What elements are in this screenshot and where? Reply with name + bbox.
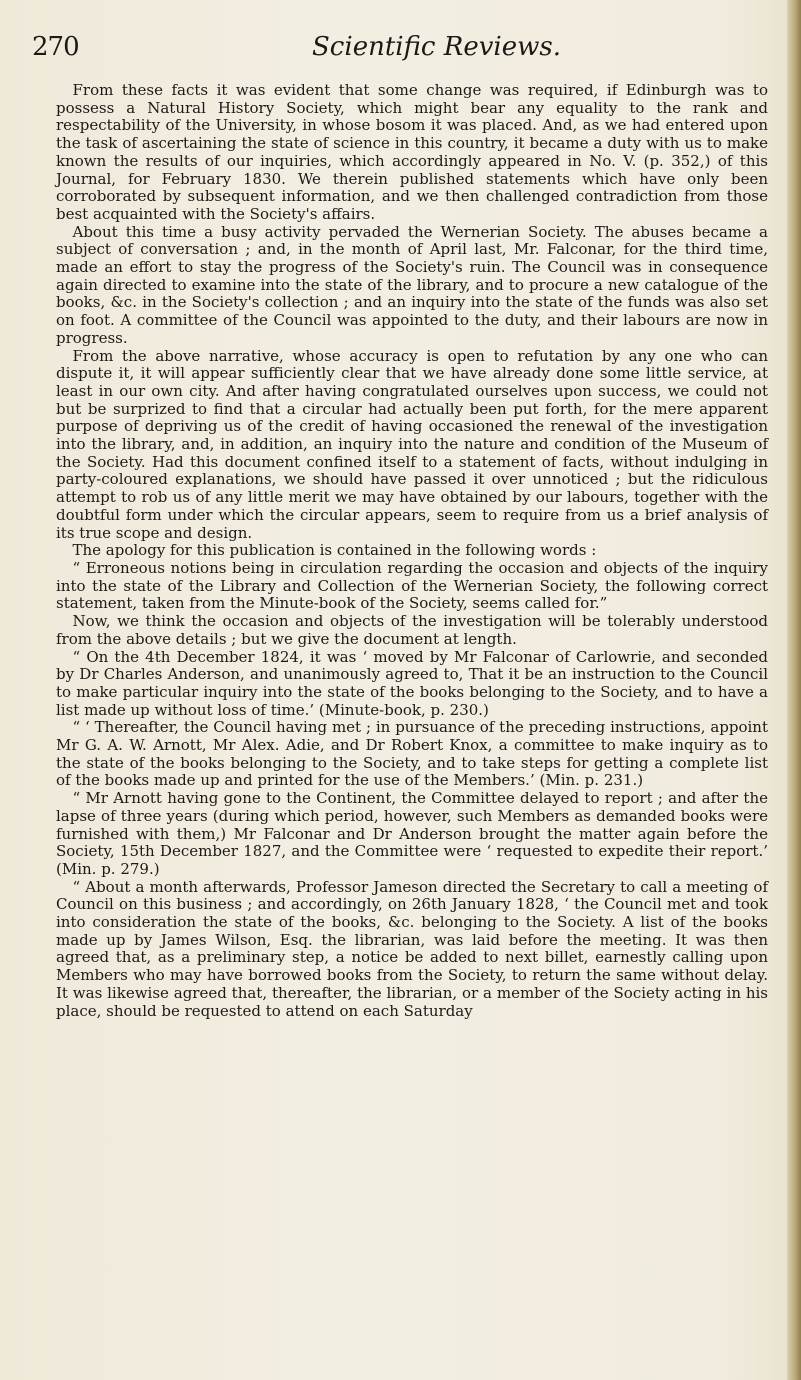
paragraph: From the above narrative, whose accuracy is open to refutation by any one who can dispute it, it will appear sufficiently clear that we have already done some little service, at least in our own city. And after having congratulated ourselves upon success, we could not but be surprized to find that a circular had actually been put forth, for the mere apparent purpose of depriving us of the credit of having occasioned the renewal of the investigation into the library, and, in addition, an inquiry into the nature and condition of the Museum of the Society. Had this document confined itself to a statement of facts, without indulging in party-coloured explanations, we should have passed it over unnoticed ; but the ridiculous attempt to rob us of any little merit we may have obtained by our labours, together with the doubtful form under which the circular appears, seem to require from us a brief analysis of its true scope and design.	[56, 346, 768, 542]
page-header	[22, 30, 722, 70]
quoted-paragraph: “ On the 4th December 1824, it was ‘ moved by Mr Falconar of Carlowrie, and seconded by Dr Charles Anderson, and unanimously agreed to, That it be an instruction to the Council to make particular inquiry into the state of the books belonging to the Society, and to have a list made up without loss of time.’ (Minute-book, p. 230.)	[56, 647, 768, 719]
paragraph: The apology for this publication is contained in the following words :	[72, 541, 597, 560]
quoted-paragraph: “ Mr Arnott having gone to the Continent, the Committee delayed to report ; and after the lapse of three years (during which period, however, such Members as demanded books were furnished with them,) Mr Falconar and Dr Anderson brought the matter again before the Society, 15th December 1827, and the Committee were ‘ requested to expedite their report.’ (Min. p. 279.)	[56, 789, 768, 878]
quoted-paragraph: “ About a month afterwards, Professor Jameson directed the Secretary to call a meeting of Council on this business ; and accordingly, on 26th January 1828, ‘ the Council met and took into consideration the state of the books, &c. belonging to the Society. A list of the books made up by James Wilson, Esq. the librarian, was laid before the meeting. It was then agreed that, as a preliminary step, a notice be added to next billet, earnestly calling upon Members who may have borrowed books from the Society, to return the same without delay. It was likewise agreed that, thereafter, the librarian, or a member of the Society acting in his place, should be requested to attend on each Saturday	[56, 877, 768, 1020]
paragraph: Now, we think the occasion and objects of the investigation will be tolerably understood from the above details ; but we give the document at length.	[56, 612, 768, 648]
body-text	[56, 82, 768, 1020]
page-number: 270	[32, 32, 79, 62]
running-head: Scientific Reviews.	[312, 32, 561, 62]
quoted-paragraph: “ Erroneous notions being in circulation regarding the occasion and objects of the inquiry into the state of the Library and Collection of the Wernerian Society, the following correct statement, taken from the Minute-book of the Society, seems called for.”	[56, 558, 768, 613]
quoted-paragraph: “ ‘ Thereafter, the Council having met ; in pursuance of the preceding instructions, appoint Mr G. A. W. Arnott, Mr Alex. Adie, and Dr Robert Knox, a committee to make inquiry as to the state of the books belonging to the Society, and to take steps for getting a complete list of the books made up and printed for the use of the Members.’ (Min. p. 231.)	[56, 718, 768, 790]
paragraph: From these facts it was evident that some change was required, if Edinburgh was to possess a Natural History Society, which might bear any equality to the rank and respectability of the University, in whose bosom it was placed. And, as we had entered upon the task of ascertaining the state of science in this country, it became a duty with us to make known the results of our inquiries, which accordingly appeared in No. V. (p. 352,) of this Journal, for February 1830. We therein published statements which have only been corroborated by subsequent information, and we then challenged contradiction from those best acquainted with the Society's affairs.	[56, 81, 768, 223]
paragraph: About this time a busy activity pervaded the Wernerian Society. The abuses became a subject of conversation ; and, in the month of April last, Mr. Falconar, for the third time, made an effort to stay the progress of the Society's ruin. The Council was in consequence again directed to examine into the state of the library, and to procure a new catalogue of the books, &c. in the Society's collection ; and an inquiry into the state of the funds was also set on foot. A committee of the Council was appointed to the duty, and their labours are now in progress.	[56, 222, 768, 347]
page-edge-shadow	[787, 0, 801, 1380]
